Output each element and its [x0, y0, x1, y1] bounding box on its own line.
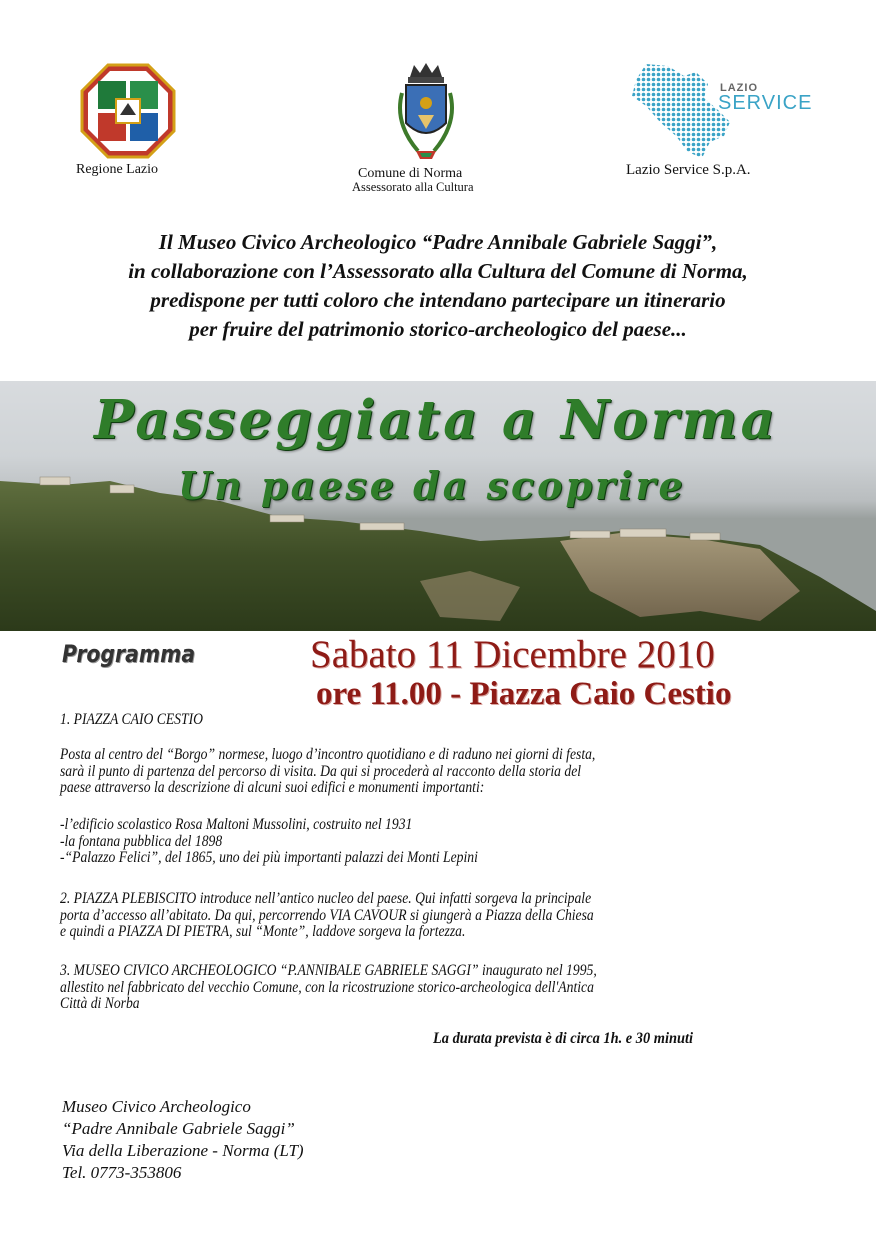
contact-line: Museo Civico Archeologico	[62, 1097, 251, 1116]
list-item: -“Palazzo Felici”, del 1865, uno dei più importanti palazzi dei Monti Lepini	[60, 849, 478, 866]
programma-heading: Programma	[62, 640, 196, 668]
lazio-brand-bottom: SERVICE	[718, 92, 813, 114]
intro-text	[40, 228, 836, 344]
body-line: sarà il punto di partenza del percorso di visita. Da qui si procederà al racconto della storia del	[60, 762, 582, 780]
body-line: 2. PIAZZA PLEBISCITO introduce nell’antico nucleo del paese. Qui infatti sorgeva la principale	[60, 890, 592, 907]
tour-duration: La durata prevista è di circa 1h. e 30 minuti	[433, 1030, 694, 1047]
body-line: Posta al centro del “Borgo” normese, luogo d’incontro quotidiano e di raduno nei giorni di festa,	[60, 746, 596, 763]
comune-norma-logo	[388, 63, 464, 167]
stop-3-description	[60, 963, 597, 1013]
contact-line: Via della Liberazione - Norma (LT)	[62, 1141, 304, 1160]
body-line: paese attraverso la descrizione di alcuni suoi edifici e monumenti importanti:	[60, 779, 485, 796]
stop-1-title: 1. PIAZZA CAIO CESTIO	[60, 711, 203, 728]
intro-line: in collaborazione con l’Assessorato alla Cultura del Comune di Norma,	[128, 259, 748, 283]
list-item: -l’edificio scolastico Rosa Maltoni Mussolini, costruito nel 1931	[60, 816, 413, 833]
body-line: porta d’accesso all’abitato. Da qui, percorrendo VIA CAVOUR si giungerà a Piazza della Chiesa	[60, 906, 594, 924]
body-line: e quindi a PIAZZA DI PIETRA, sul “Monte”, laddove sorgeva la fortezza.	[60, 923, 466, 940]
regione-lazio-label: Regione Lazio	[76, 162, 159, 177]
body-line: allestito nel fabbricato del vecchio Comune, con la ricostruzione storico-archeologica dell'Antica	[60, 978, 594, 996]
event-date: Sabato 11 Dicembre 2010	[310, 633, 715, 676]
intro-line: per fruire del patrimonio storico-archeologico del paese...	[189, 317, 687, 341]
banner-subtitle: Un paese da scoprire	[178, 463, 686, 508]
norma-landscape-banner	[0, 381, 876, 631]
comune-norma-label: Comune di Norma	[358, 166, 463, 181]
banner-title: Passeggiata a Norma	[94, 389, 778, 451]
contact-line: “Padre Annibale Gabriele Saggi”	[62, 1119, 295, 1138]
event-time-place: ore 11.00 - Piazza Caio Cestio	[316, 676, 732, 712]
lazio-service-label: Lazio Service S.p.A.	[626, 162, 751, 178]
museum-contact-block	[62, 1096, 304, 1184]
stop-1-list	[60, 817, 478, 867]
regione-lazio-logo	[80, 63, 176, 159]
intro-line: predispone per tutti coloro che intendano partecipare un itinerario	[150, 288, 726, 312]
contact-line: Tel. 0773-353806	[62, 1163, 182, 1182]
regione-lazio-emblem-icon	[80, 63, 176, 159]
lazio-brand-top: LAZIO	[720, 82, 758, 94]
stop-2-description	[60, 891, 594, 941]
body-line: Città di Norba	[60, 995, 140, 1012]
body-line: 3. MUSEO CIVICO ARCHEOLOGICO “P.ANNIBALE GABRIELE SAGGI” inaugurato nel 1995,	[60, 962, 597, 979]
stop-1-description	[60, 747, 595, 797]
lazio-service-logo	[626, 62, 813, 160]
list-item: -la fontana pubblica del 1898	[60, 832, 223, 850]
assessorato-label: Assessorato alla Cultura	[352, 180, 474, 194]
intro-line: Il Museo Civico Archeologico “Padre Annibale Gabriele Saggi”,	[158, 230, 718, 254]
comune-norma-crest-icon	[388, 63, 464, 167]
